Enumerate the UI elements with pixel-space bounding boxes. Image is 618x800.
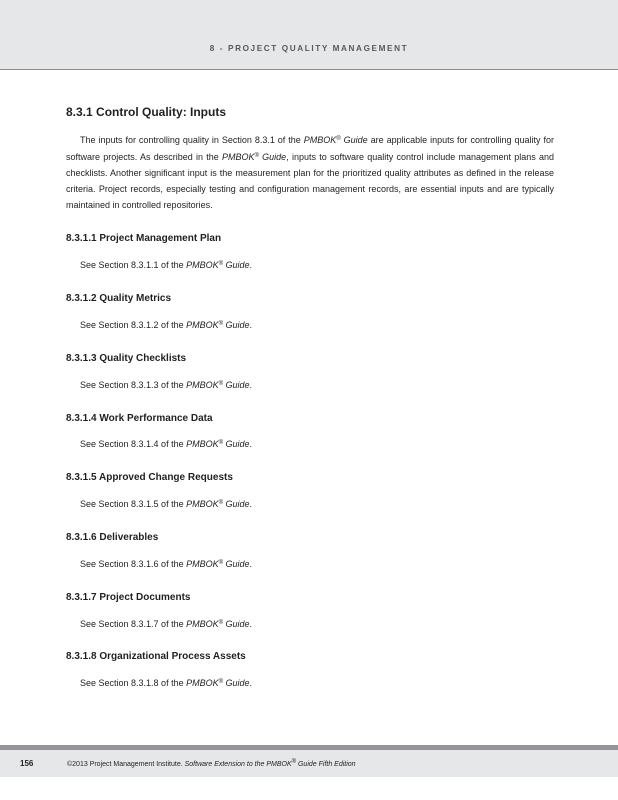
subsection-text: See Section 8.3.1.2 of the PMBOK® Guide. xyxy=(80,320,253,330)
subsection-text: See Section 8.3.1.5 of the PMBOK® Guide. xyxy=(80,499,253,509)
subsection-text: See Section 8.3.1.7 of the PMBOK® Guide. xyxy=(80,619,253,629)
page-number: 156 xyxy=(20,759,34,768)
subsection-text: See Section 8.3.1.6 of the PMBOK® Guide. xyxy=(80,559,253,569)
guide-title: PMBOK xyxy=(222,152,255,162)
subsection-text: See Section 8.3.1.8 of the PMBOK® Guide. xyxy=(80,678,253,688)
subsection-title: 8.3.1.6 Deliverables xyxy=(66,532,159,543)
subsection-text: See Section 8.3.1.4 of the PMBOK® Guide. xyxy=(80,439,253,449)
footer-copyright: ©2013 Project Management Institute. Software Extension to the PMBOK® Guide Fifth Edition xyxy=(67,759,356,768)
subsection-title: 8.3.1.8 Organizational Process Assets xyxy=(66,651,246,662)
subsection-title: 8.3.1.5 Approved Change Requests xyxy=(66,472,233,483)
subsection-title: 8.3.1.2 Quality Metrics xyxy=(66,293,172,304)
page-content xyxy=(66,105,554,688)
running-header-title: 8 - PROJECT QUALITY MANAGEMENT xyxy=(209,44,409,53)
subsection-title: 8.3.1.7 Project Documents xyxy=(66,592,191,603)
subsection-text: See Section 8.3.1.3 of the PMBOK® Guide. xyxy=(80,380,253,390)
subsection-title: 8.3.1.1 Project Management Plan xyxy=(66,233,222,244)
subsection-title: 8.3.1.4 Work Performance Data xyxy=(66,413,213,424)
section-title: 8.3.1 Control Quality: Inputs xyxy=(66,105,227,119)
intro-paragraph: The inputs for controlling quality in Section 8.3.1 of the PMBOK® Guide are applicable inputs for controlling quality for software projects. As described in the PMBOK® Guide, inputs to software quality control include management plans and checklists. Another significant input is the measurement plan for the prioritized quality attributes as defined in the release criteria. Project records, especially testing and configuration management records, are essential inputs and are typically maintained in controlled repositories. xyxy=(66,135,554,210)
subsection-title: 8.3.1.3 Quality Checklists xyxy=(66,353,187,364)
page-header xyxy=(0,0,618,70)
guide-title: PMBOK xyxy=(303,135,337,145)
subsection-text: See Section 8.3.1.1 of the PMBOK® Guide. xyxy=(80,260,253,270)
